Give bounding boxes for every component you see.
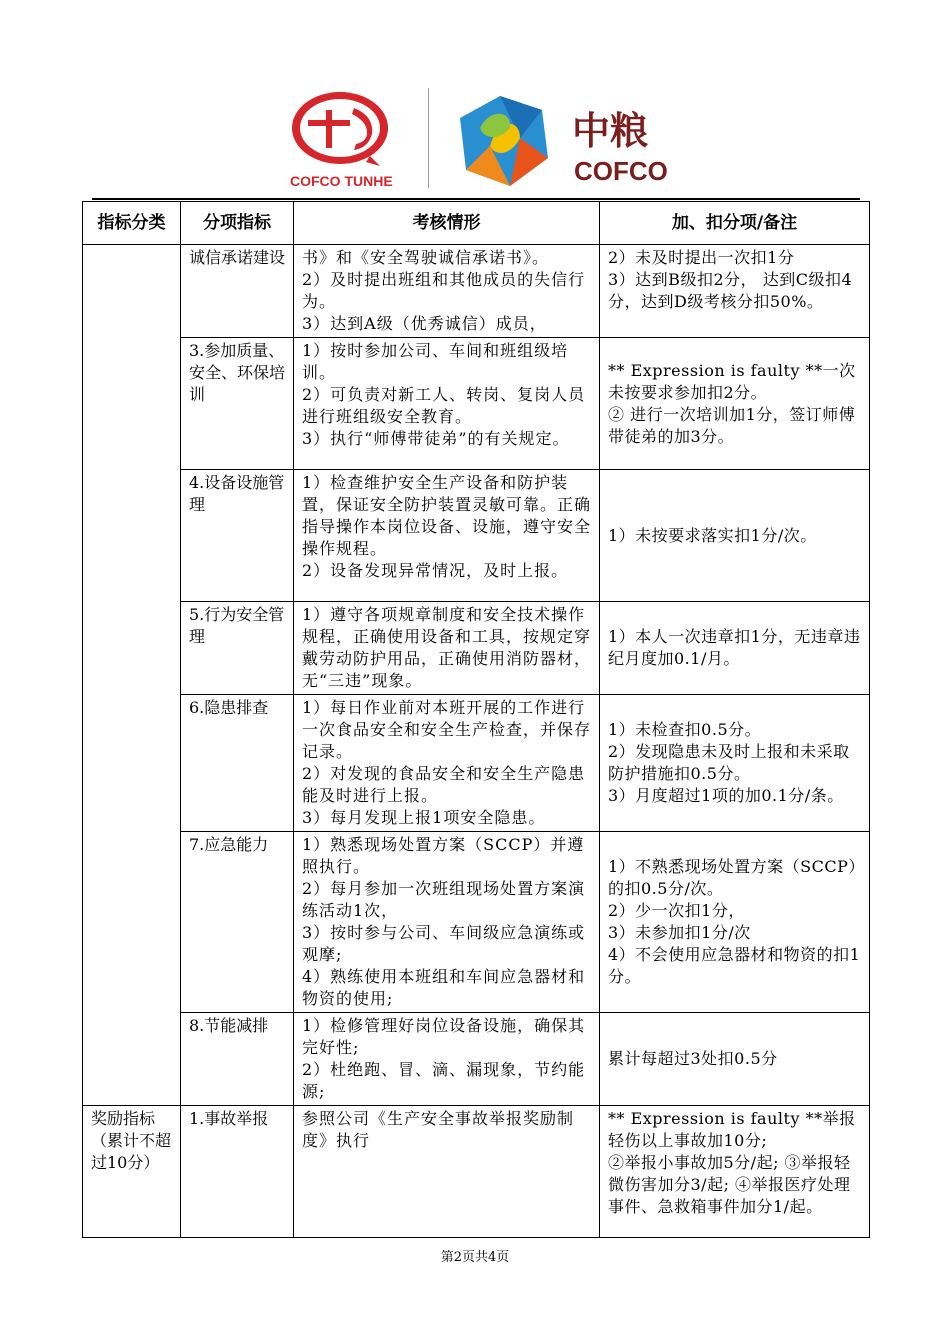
desc-cell — [294, 695, 600, 832]
note-line: 1）不熟悉现场处置方案（SCCP）的扣0.5分/次。 — [608, 857, 857, 898]
item-cell: 5.行为安全管理 — [181, 602, 294, 695]
desc-line: 1）遵守各项规章制度和安全技术操作规程，正确使用设备和工具，按规定穿戴劳动防护用品，正确使用消防器材，无“三违”现象。 — [302, 605, 592, 690]
desc-cell — [294, 1013, 600, 1106]
page-number: 第2页共4页 — [440, 1250, 510, 1265]
desc-line: 3）达到A级（优秀诚信）成员， — [302, 314, 547, 333]
note-line: 1）本人一次违章扣1分，无违章违纪月度加0.1/月。 — [608, 627, 861, 668]
item-cell: 7.应急能力 — [181, 832, 294, 1013]
assessment-table — [82, 201, 870, 1238]
item-cell: 8.节能减排 — [181, 1013, 294, 1106]
table-row — [83, 470, 870, 602]
desc-line: 4）熟练使用本班组和车间应急器材和物资的使用; — [302, 967, 586, 1008]
item-cell: 6.隐患排查 — [181, 695, 294, 832]
page-header — [90, 80, 860, 200]
desc-line: 1）熟悉现场处置方案（SCCP）并遵照执行。 — [302, 835, 585, 876]
note-cell — [600, 1013, 870, 1106]
note-line: ** Expression is faulty **举报轻伤以上事故加10分; — [608, 1109, 856, 1150]
table-row — [83, 245, 870, 338]
note-line: 2）未及时提出一次扣1分 — [608, 248, 795, 267]
note-line: 2）发现隐患未及时上报和未采取防护措施扣0.5分。 — [608, 742, 850, 783]
table-header-row — [83, 202, 870, 245]
note-line: ② 进行一次培训加1分，签订师傅带徒弟的加3分。 — [608, 404, 856, 446]
cofco-en-text: COFCO — [574, 156, 668, 186]
cofco-cn-text: 中粮 — [572, 109, 649, 153]
cofco-logo — [450, 88, 680, 190]
note-line: ** Expression is faulty **一次未按要求参加扣2分。 — [608, 360, 856, 402]
note-cell — [600, 832, 870, 1013]
desc-line: 3）按时参与公司、车间级应急演练或观摩; — [302, 923, 586, 964]
note-line: ②举报小事故加5分/起; ③举报轻微伤害加分3/起; ④举报医疗处理事件、急救箱事件加分1/起。 — [608, 1153, 851, 1216]
note-line: 2）少一次扣1分， — [608, 901, 745, 920]
table-row — [83, 602, 870, 695]
desc-line: 2）对发现的食品安全和安全生产隐患能及时进行上报。 — [302, 764, 586, 805]
note-line: 3）月度超过1项的加0.1分/条。 — [608, 786, 844, 805]
desc-cell — [294, 245, 600, 338]
note-cell — [600, 338, 870, 470]
category-cell — [83, 245, 181, 1106]
item-cell: 1.事故举报 — [181, 1106, 294, 1238]
desc-cell — [294, 832, 600, 1013]
desc-line: 3）每月发现上报1项安全隐患。 — [302, 808, 546, 827]
desc-line: 2）可负责对新工人、转岗、复岗人员进行班组级安全教育。 — [302, 385, 586, 426]
note-line: 4）不会使用应急器材和物资的扣1分。 — [608, 945, 861, 986]
desc-line: 1）按时参加公司、车间和班组级培训。 — [302, 341, 569, 382]
desc-line: 1）检查维护安全生产设备和防护装置，保证安全防护装置灵敏可靠。正确指导操作本岗位设备、设施，遵守安全操作规程。 — [302, 473, 592, 558]
cofco-tunhe-logo — [288, 86, 398, 190]
logo-divider — [428, 88, 429, 188]
cofco-tunhe-text: COFCO TUNHE — [290, 173, 393, 189]
desc-cell — [294, 602, 600, 695]
note-cell — [600, 1106, 870, 1238]
note-line: 累计每超过3处扣0.5分 — [608, 1049, 778, 1068]
item-cell: 诚信承诺建设 — [181, 245, 294, 338]
table-row — [83, 695, 870, 832]
desc-line: 2）杜绝跑、冒、滴、漏现象，节约能源; — [302, 1060, 586, 1101]
table-row — [83, 832, 870, 1013]
note-cell — [600, 695, 870, 832]
desc-line: 书》和《安全驾驶诚信承诺书》。 — [302, 248, 550, 267]
desc-cell — [294, 338, 600, 470]
header-note: 加、扣分项/备注 — [600, 202, 870, 245]
header-situation: 考核情形 — [294, 202, 600, 245]
desc-line: 2）设备发现异常情况，及时上报。 — [302, 561, 569, 580]
note-cell — [600, 602, 870, 695]
table-row — [83, 1013, 870, 1106]
table-row — [83, 1106, 870, 1238]
note-line: 3）未参加扣1分/次 — [608, 923, 751, 942]
header-category: 指标分类 — [83, 202, 181, 245]
desc-cell — [294, 470, 600, 602]
desc-line: 2）每月参加一次班组现场处置方案演练活动1次， — [302, 879, 586, 920]
desc-line: 1）检修管理好岗位设备设施，确保其完好性; — [302, 1016, 586, 1057]
item-cell: 4.设备设施管理 — [181, 470, 294, 602]
desc-line: 参照公司《生产安全事故举报奖励制度》执行 — [302, 1109, 575, 1150]
note-line: 1）未检查扣0.5分。 — [608, 720, 762, 739]
note-line: 3）达到B级扣2分， 达到C级扣4分，达到D级考核分扣50%。 — [608, 270, 853, 311]
header-rule — [92, 198, 860, 200]
note-line: 1）未按要求落实扣1分/次。 — [608, 525, 817, 545]
header-item: 分项指标 — [181, 202, 294, 245]
category-cell: 奖励指标（累计不超过10分） — [83, 1106, 181, 1238]
desc-line: 2）及时提出班组和其他成员的失信行为。 — [302, 270, 586, 311]
desc-cell — [294, 1106, 600, 1238]
note-cell — [600, 245, 870, 338]
desc-line: 3）执行“师傅带徒弟”的有关规定。 — [302, 429, 570, 448]
table-row — [83, 338, 870, 470]
item-cell: 3.参加质量、安全、环保培训 — [181, 338, 294, 470]
desc-line: 1）每日作业前对本班开展的工作进行一次食品安全和安全生产检查，并保存记录。 — [302, 698, 592, 761]
note-cell — [600, 470, 870, 602]
